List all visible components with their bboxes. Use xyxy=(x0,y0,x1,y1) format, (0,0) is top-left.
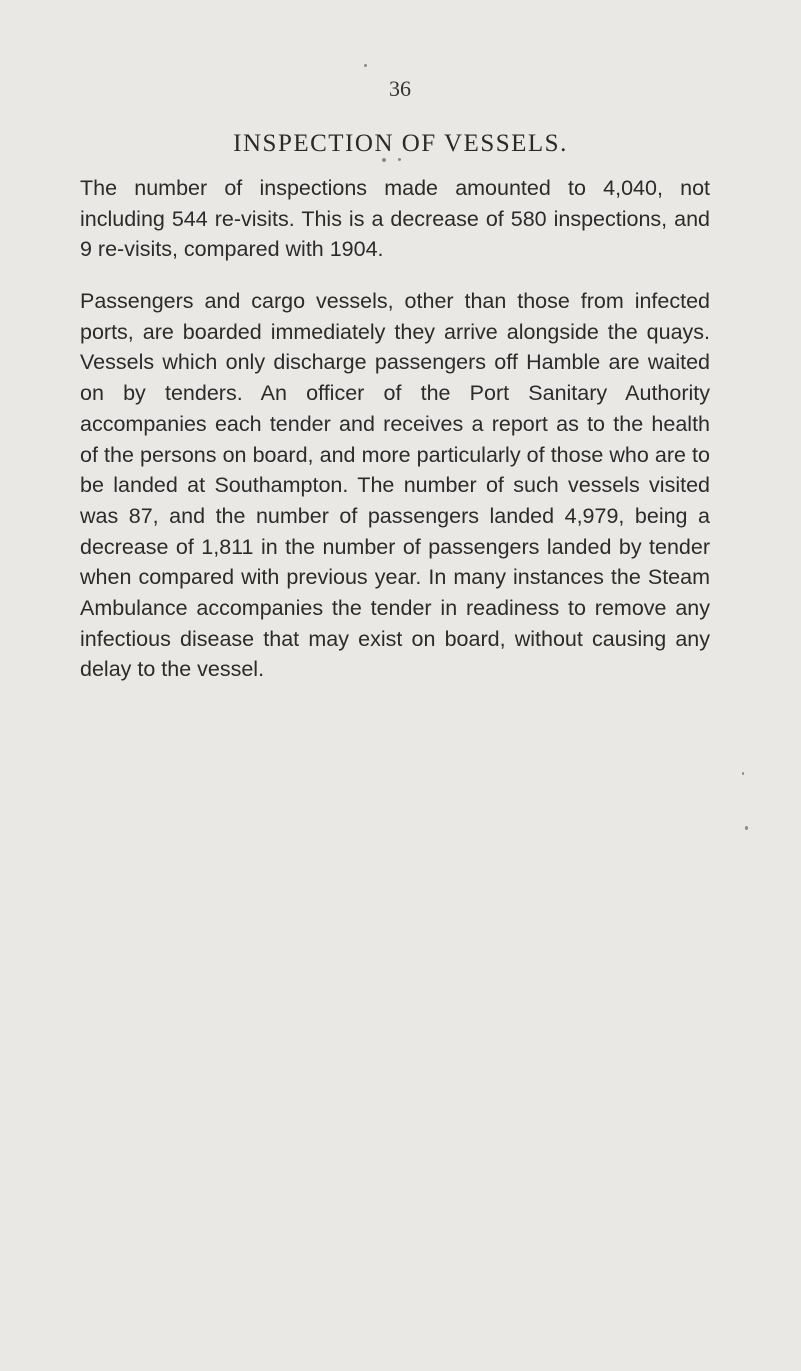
paper-speck xyxy=(398,158,401,161)
paragraph-inspections: The number of inspections made amounted to 4,040, not including 544 re-visits. This is a decrease of 580 inspections, and 9 re-visits, compared with 1904. xyxy=(80,176,710,262)
paper-speck xyxy=(364,64,367,67)
paper-speck xyxy=(382,158,386,162)
section-heading: INSPECTION OF VESSELS. xyxy=(233,130,568,157)
paper-speck xyxy=(742,772,744,775)
paragraph-passengers: Passengers and cargo vessels, other than those from infected ports, are boarded immediately they arrive alongside the quays. Vessels which only discharge passengers off Hamble are waited on by tenders. An officer of the Port Sanitary Authority accompanies each tender and receives a report as to the health of the persons on board, and more particularly of those who are to be landed at Southampton. The number of such vessels visited was 87, and the number of passengers landed 4,979, being a decrease of 1,811 in the number of passengers landed by tender when compared with previous year. In many instances the Steam Ambulance accompanies the tender in readiness to remove any infectious disease that may exist on board, without causing any delay to the vessel. xyxy=(80,289,710,682)
paper-speck xyxy=(745,826,748,830)
page-number: 36 xyxy=(389,76,411,101)
